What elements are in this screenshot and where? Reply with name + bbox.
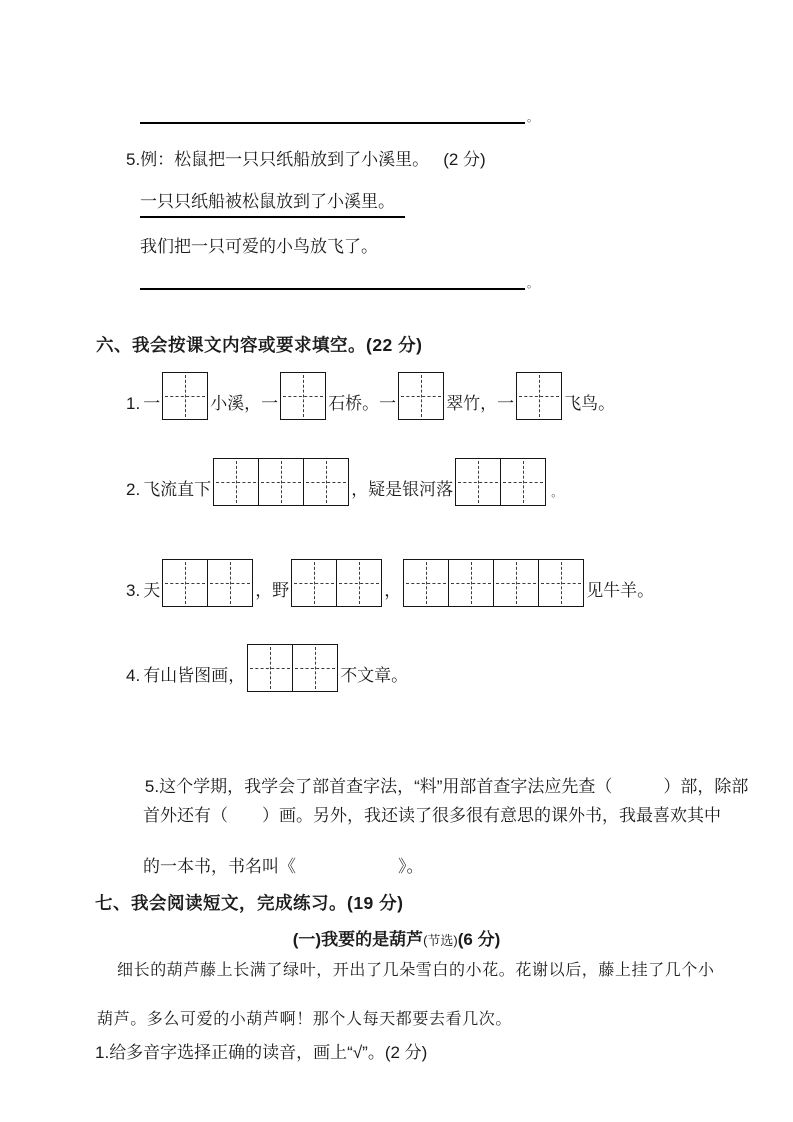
item-text: 见牛羊。 — [586, 580, 655, 600]
question-5-example — [126, 149, 486, 171]
writing-box-group — [398, 372, 444, 420]
question-number: 5. — [126, 150, 141, 169]
item-text: ， — [228, 665, 246, 685]
writing-box — [455, 458, 501, 506]
model-answer-row — [140, 191, 405, 218]
writing-box — [259, 458, 304, 506]
item-number: 1. — [126, 393, 141, 413]
writing-box — [304, 458, 349, 506]
item-number: 3. — [126, 580, 141, 600]
item-text: 天 — [143, 580, 161, 600]
writing-box — [398, 372, 444, 420]
passage-title — [0, 929, 793, 951]
model-answer: 一只只纸船被松鼠放到了小溪里。 — [140, 191, 405, 218]
question-text: 给多音字选择正确的读音，画上“√”。(2 分) — [109, 1043, 428, 1062]
fill-blank-item-4 — [126, 644, 408, 692]
fill-blank-item-5-line2: 首外还有（ ）画。另外，我还读了很多很有意思的课外书，我最喜欢其中 — [143, 806, 721, 825]
writing-box-group — [455, 458, 546, 506]
writing-box — [539, 559, 584, 607]
item-text: 小溪，一 — [210, 393, 279, 413]
writing-box-group — [403, 559, 584, 607]
item-text: 翠竹，一 — [446, 393, 515, 413]
period-mark: 。 — [527, 112, 538, 124]
fill-blank-item-1 — [126, 372, 615, 420]
item-text: ，野 — [255, 580, 290, 600]
reading-question-1 — [95, 1042, 427, 1064]
writing-box — [494, 559, 539, 607]
item-number: 2. — [126, 479, 141, 499]
fill-blank-item-5-line3: 的一本书，书名叫《 》。 — [143, 857, 424, 876]
writing-box-group — [162, 372, 208, 420]
item-number: 4. — [126, 665, 141, 685]
item-text: 一 — [143, 393, 161, 413]
writing-box-group — [280, 372, 326, 420]
passage-text-line1: 细长的葫芦藤上长满了绿叶，开出了几朵雪白的小花。花谢以后，藤上挂了几个小 — [117, 962, 715, 979]
answer-rule-line — [140, 102, 525, 124]
writing-box — [280, 372, 326, 420]
writing-box — [162, 559, 208, 607]
question-number: 1. — [95, 1043, 110, 1062]
writing-box — [403, 559, 449, 607]
section-six-heading: 六、我会按课文内容或要求填空。(22 分) — [96, 335, 423, 355]
item-text: ， — [384, 580, 402, 600]
passage-title-note: (节选) — [423, 933, 458, 948]
answer-rule-line — [140, 268, 525, 290]
item-text: ，疑是银河落 — [351, 479, 454, 499]
writing-box-group — [213, 458, 349, 506]
passage-title-main: (一)我要的是葫芦 — [292, 930, 424, 949]
writing-box-group — [247, 644, 338, 692]
example-sentence: 例：松鼠把一只只纸船放到了小溪里。 — [140, 150, 430, 169]
writing-box — [213, 458, 259, 506]
writing-box — [337, 559, 382, 607]
writing-box-group — [291, 559, 382, 607]
writing-box — [291, 559, 337, 607]
writing-box — [208, 559, 253, 607]
item-number: 5. — [144, 777, 160, 797]
period-mark: 。 — [527, 278, 538, 290]
passage-title-score: (6 分) — [457, 930, 501, 949]
score-label: (2 分) — [443, 150, 486, 169]
writing-box — [247, 644, 293, 692]
writing-box — [516, 372, 562, 420]
fill-blank-item-2 — [126, 458, 562, 506]
writing-box — [501, 458, 546, 506]
item-text: 这个学期，我学会了部首查字法，“料”用部首查字法应先查（ ）部，除部 — [159, 777, 749, 797]
practice-sentence: 我们把一只可爱的小鸟放飞了。 — [140, 237, 378, 256]
item-text: 飞鸟。 — [564, 393, 616, 413]
answer-rule — [140, 270, 538, 290]
writing-box-group — [516, 372, 562, 420]
period-mark: 。 — [551, 487, 563, 499]
fill-blank-item-3 — [126, 559, 654, 607]
passage-text-line2: 葫芦。多么可爱的小葫芦啊！那个人每天都要去看几次。 — [97, 1011, 513, 1028]
item-text: 有山皆图画 — [143, 665, 229, 685]
writing-box-group — [162, 559, 253, 607]
writing-box — [162, 372, 208, 420]
item-text: 石桥。一 — [328, 393, 397, 413]
answer-rule — [140, 104, 538, 124]
writing-box — [293, 644, 338, 692]
item-text: 飞流直下 — [143, 479, 212, 499]
item-text: 不文章。 — [340, 665, 409, 685]
writing-box — [449, 559, 494, 607]
section-seven-heading: 七、我会阅读短文，完成练习。(19 分) — [95, 893, 404, 913]
